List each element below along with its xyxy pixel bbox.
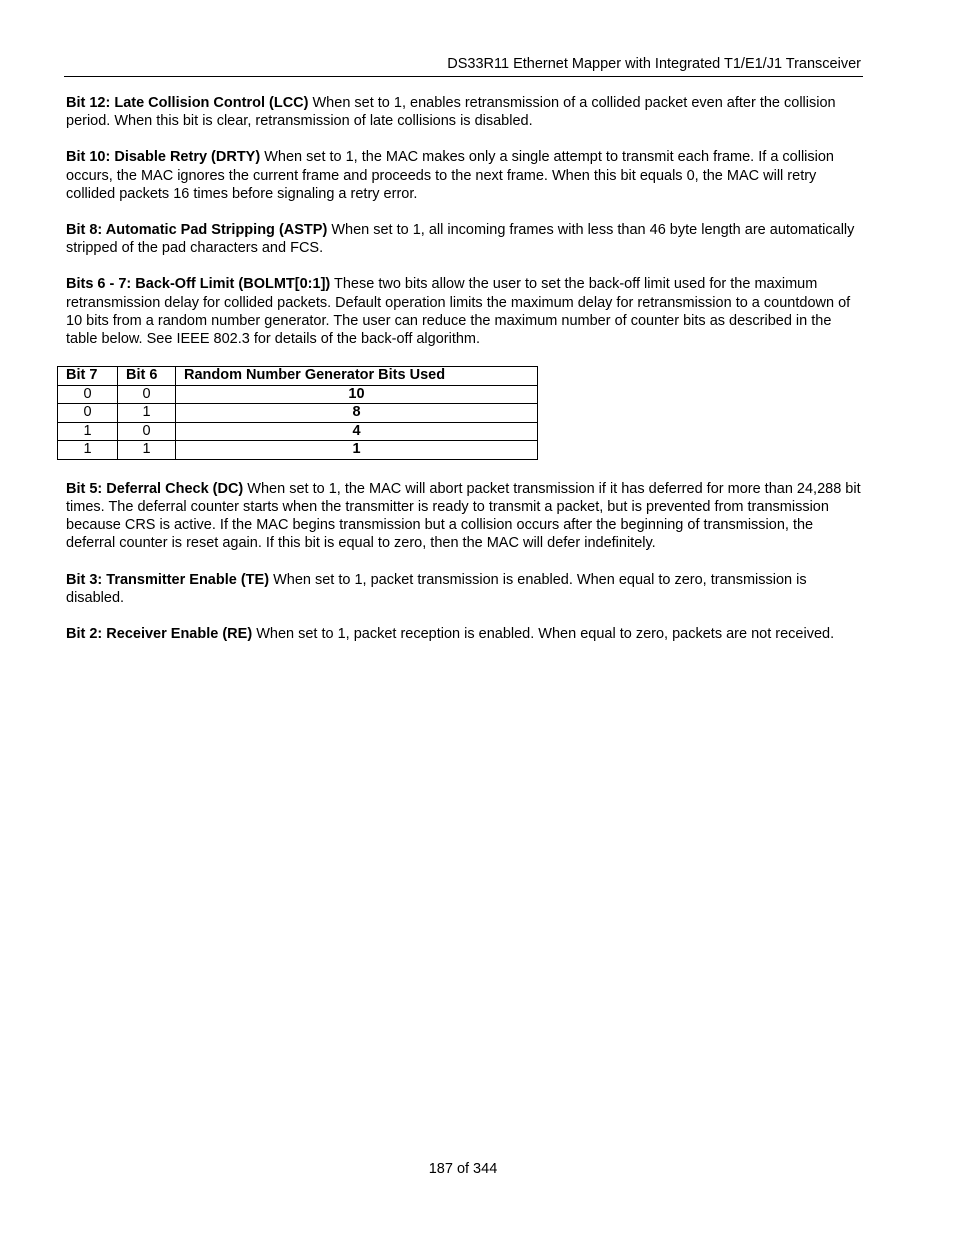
document-body: [66, 94, 866, 661]
paragraph-text: When set to 1, packet transmission is enabled. When equal to zero, transmission is disabled.: [66, 571, 807, 606]
header-divider: [64, 76, 863, 77]
table-row: [58, 385, 538, 404]
paragraph-bit8-astp: [66, 221, 866, 257]
paragraph-bit3-te: [66, 571, 866, 607]
paragraph-heading: Bit 10: Disable Retry (DRTY): [66, 149, 261, 166]
paragraph-bits6-7-bolmt: [66, 275, 866, 348]
table-cell-bit7: 1: [58, 441, 118, 460]
backoff-limit-table: [57, 366, 538, 460]
paragraph-bit10-drty: [66, 148, 866, 203]
page-header-title: DS33R11 Ethernet Mapper with Integrated T1/E1/J1 Transceiver: [447, 56, 861, 72]
table-cell-bit6: 0: [118, 422, 176, 441]
paragraph-heading: Bit 2: Receiver Enable (RE): [66, 625, 253, 642]
table-cell-bit6: 0: [118, 385, 176, 404]
paragraph-text: When set to 1, packet reception is enabled. When equal to zero, packets are not received.: [256, 625, 835, 642]
paragraph-text: When set to 1, enables retransmission of a collided packet even after the collision period. When this bit is clear, retransmission of late collisions is disabled.: [66, 95, 836, 130]
paragraph-bit12-lcc: [66, 94, 866, 130]
table-cell-bit7: 1: [58, 422, 118, 441]
table-cell-rng-bits: 10: [176, 385, 538, 404]
paragraph-text: These two bits allow the user to set the back-off limit used for the maximum retransmission delay for collided packets. Default operation limits the maximum delay for retransmission to a countdown of 10 bits from a random number generator. The user can reduce the maximum number of counter bits as described in the table below. See IEEE 802.3 for details of the back-off algorithm.: [66, 276, 851, 348]
paragraph-heading: Bit 8: Automatic Pad Stripping (ASTP): [66, 222, 328, 239]
paragraph-text: When set to 1, the MAC will abort packet transmission if it has deferred for more than 24,288 bit times. The deferral counter starts when the transmitter is ready to transmit a packet, but is prevented from transmission because CRS is active. If the MAC begins transmission but a collision occurs after the beginning of transmission, the deferral counter is reset again. If this bit is equal to zero, then the MAC will defer indefinitely.: [66, 480, 861, 552]
table-header-row: [58, 367, 538, 386]
paragraph-text: When set to 1, all incoming frames with less than 46 byte length are automatically stripped of the pad characters and FCS.: [66, 222, 855, 257]
table-cell-bit7: 0: [58, 404, 118, 423]
table-row: [58, 441, 538, 460]
table-header-rng-bits: Random Number Generator Bits Used: [176, 367, 538, 386]
table-cell-rng-bits: 1: [176, 441, 538, 460]
table-cell-rng-bits: 8: [176, 404, 538, 423]
table-row: [58, 422, 538, 441]
paragraph-heading: Bit 3: Transmitter Enable (TE): [66, 571, 270, 588]
paragraph-heading: Bit 5: Deferral Check (DC): [66, 480, 244, 497]
table-cell-bit6: 1: [118, 441, 176, 460]
table-cell-rng-bits: 4: [176, 422, 538, 441]
table-row: [58, 404, 538, 423]
table-cell-bit6: 1: [118, 404, 176, 423]
table-cell-bit7: 0: [58, 385, 118, 404]
paragraph-heading: Bit 12: Late Collision Control (LCC): [66, 95, 309, 111]
table-header-bit6: Bit 6: [118, 367, 176, 386]
paragraph-bit2-re: [66, 625, 866, 643]
paragraph-heading: Bits 6 - 7: Back-Off Limit (BOLMT[0:1]): [66, 276, 331, 293]
page-number: 187 of 344: [428, 1161, 498, 1177]
paragraph-bit5-dc: [66, 480, 866, 553]
table-header-bit7: Bit 7: [58, 367, 118, 386]
paragraph-text: When set to 1, the MAC makes only a single attempt to transmit each frame. If a collision occurs, the MAC ignores the current frame and proceeds to the next frame. When this bit equals 0, the MAC will retry collided packets 16 times before signaling a retry error.: [66, 149, 834, 202]
